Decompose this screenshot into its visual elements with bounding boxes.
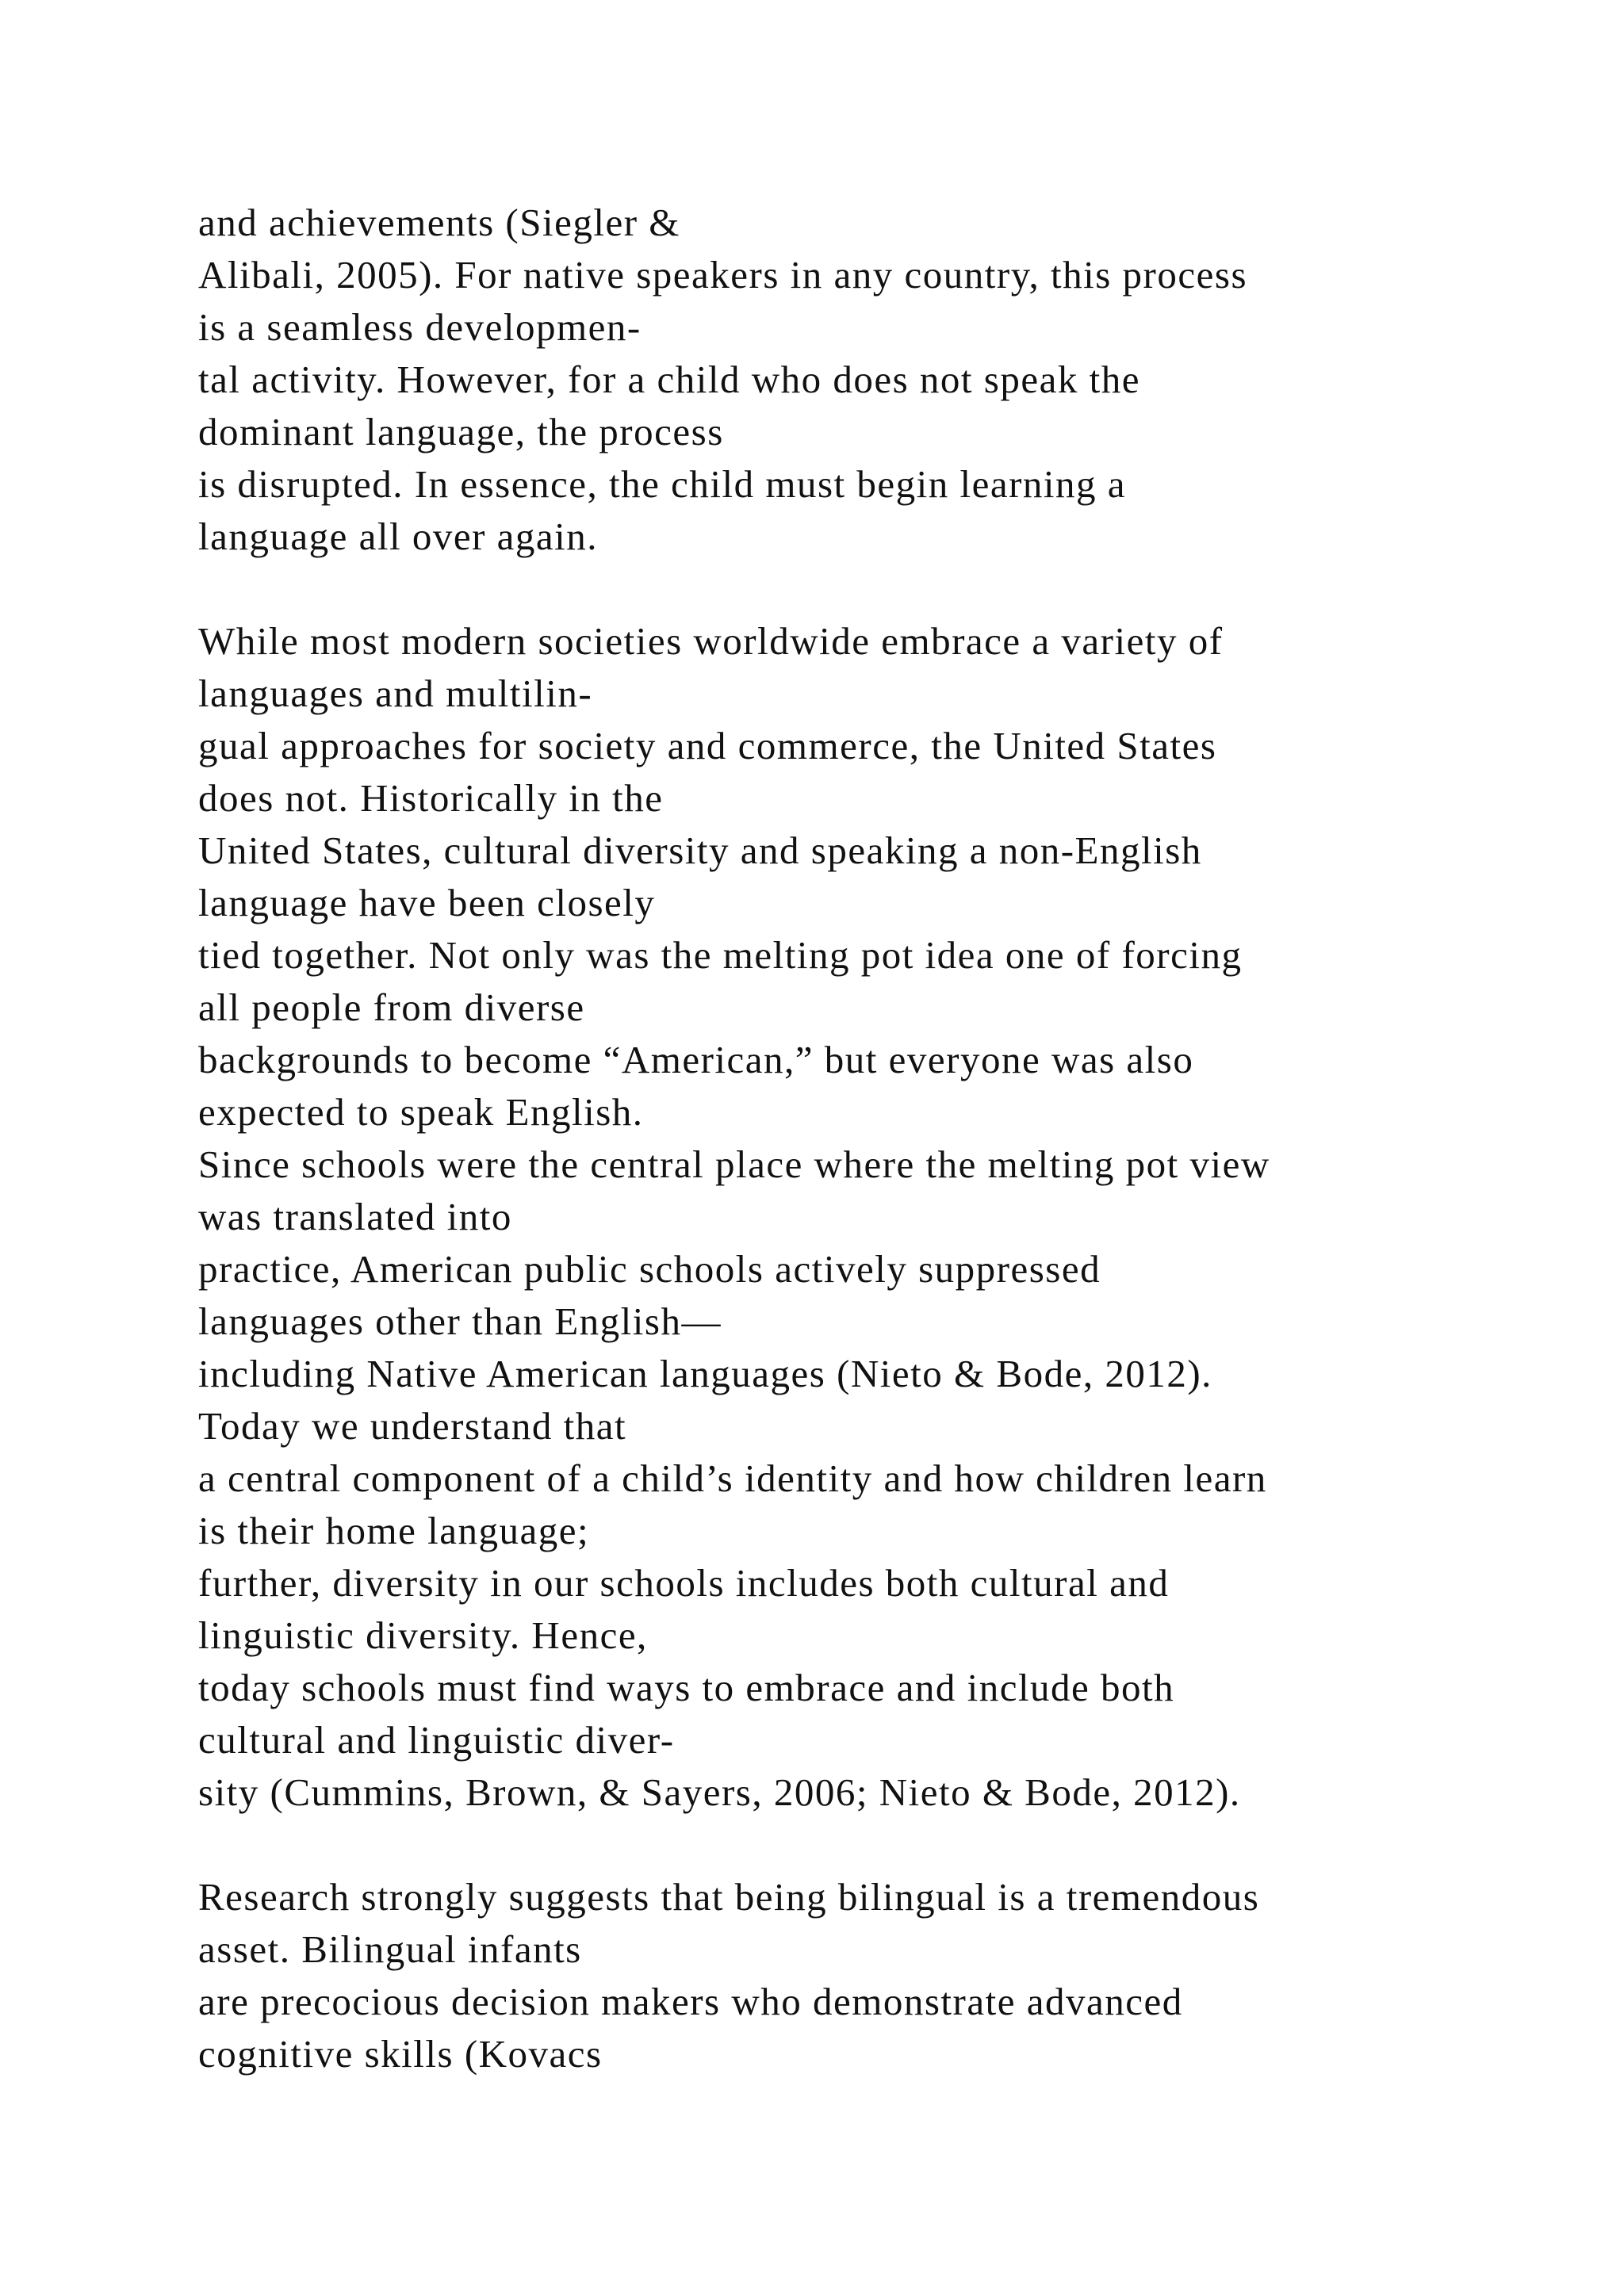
text-line: are precocious decision makers who demonstrate advanced bbox=[198, 1980, 1183, 2023]
text-line: all people from diverse bbox=[198, 985, 585, 1029]
document-page bbox=[198, 197, 1546, 2080]
text-line: is a seamless developmen- bbox=[198, 305, 642, 349]
text-line: practice, American public schools actively suppressed bbox=[198, 1247, 1101, 1291]
text-line: cultural and linguistic diver- bbox=[198, 1718, 675, 1762]
text-line: is disrupted. In essence, the child must begin learning a bbox=[198, 462, 1127, 506]
text-line: was translated into bbox=[198, 1195, 512, 1238]
text-line: asset. Bilingual infants bbox=[198, 1927, 582, 1971]
text-line: sity (Cummins, Brown, & Sayers, 2006; Nieto & Bode, 2012). bbox=[198, 1770, 1241, 1814]
text-line: gual approaches for society and commerce, the United States bbox=[198, 724, 1217, 767]
text-line: tied together. Not only was the melting pot idea one of forcing bbox=[198, 933, 1243, 977]
paragraph-break bbox=[198, 563, 1546, 615]
text-line: a central component of a child’s identity and how children learn bbox=[198, 1456, 1267, 1500]
text-line: Research strongly suggests that being bilingual is a tremendous bbox=[198, 1875, 1260, 1919]
text-line: language all over again. bbox=[198, 515, 599, 558]
paragraph-break bbox=[198, 1819, 1546, 1871]
text-line: languages other than English— bbox=[198, 1299, 722, 1343]
text-line: is their home language; bbox=[198, 1509, 590, 1552]
text-line: today schools must find ways to embrace and include both bbox=[198, 1666, 1175, 1709]
text-line: and achievements (Siegler & bbox=[198, 201, 680, 244]
text-line: cognitive skills (Kovacs bbox=[198, 2032, 603, 2076]
text-line: language have been closely bbox=[198, 881, 656, 924]
text-line: Alibali, 2005). For native speakers in any country, this process bbox=[198, 253, 1248, 297]
text-line: backgrounds to become “American,” but everyone was also bbox=[198, 1038, 1194, 1081]
text-line: linguistic diversity. Hence, bbox=[198, 1613, 648, 1657]
text-line: expected to speak English. bbox=[198, 1090, 644, 1134]
text-line: While most modern societies worldwide embrace a variety of bbox=[198, 619, 1224, 663]
text-line: including Native American languages (Nieto & Bode, 2012). bbox=[198, 1352, 1212, 1395]
text-line: languages and multilin- bbox=[198, 672, 593, 715]
text-line: does not. Historically in the bbox=[198, 776, 664, 820]
text-line: Today we understand that bbox=[198, 1404, 627, 1448]
text-line: United States, cultural diversity and speaking a non-English bbox=[198, 828, 1202, 872]
text-line: Since schools were the central place where the melting pot view bbox=[198, 1142, 1270, 1186]
text-line: dominant language, the process bbox=[198, 410, 724, 453]
text-line: tal activity. However, for a child who does not speak the bbox=[198, 358, 1140, 401]
text-line: further, diversity in our schools includes both cultural and bbox=[198, 1561, 1170, 1605]
